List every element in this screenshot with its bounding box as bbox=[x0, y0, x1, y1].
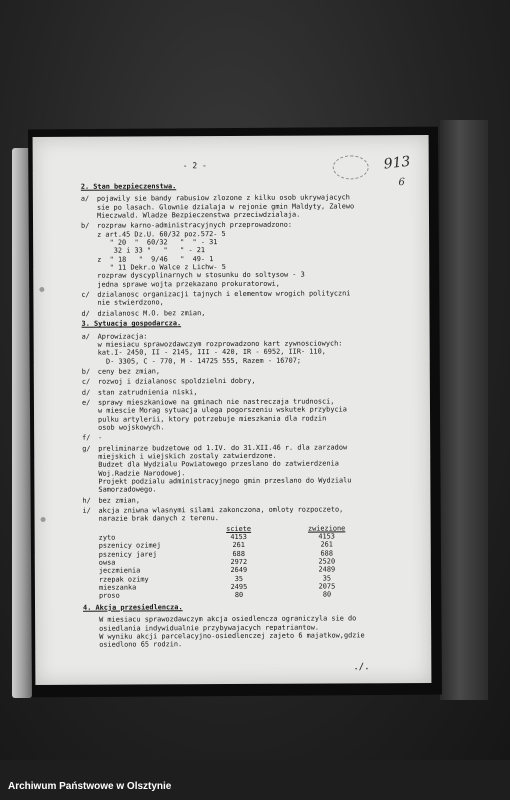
text-line: z art.45 Dz.U. 60/32 poz.572- 5 bbox=[97, 229, 226, 239]
item-text bbox=[99, 505, 425, 523]
text-line: " 11 Dekr.o Walce z Lichw- 5 bbox=[97, 263, 226, 272]
table-cell: rzepak ozimy bbox=[98, 575, 149, 584]
item-text bbox=[97, 308, 423, 318]
table-header: sciete bbox=[226, 524, 252, 533]
page-number: - 2 - bbox=[182, 161, 207, 171]
text-line: - bbox=[98, 433, 103, 442]
text-line: sie po lasach. Glownie dzialaja w rejonie gmin Maldyty, Zalewo bbox=[96, 202, 355, 212]
text-line: Mieczwald. Wladze Bezpieczenstwa przeciwdzialaja. bbox=[96, 210, 301, 220]
table-cell: owsa bbox=[98, 558, 116, 567]
item-text bbox=[98, 387, 424, 397]
closing-mark: ./. bbox=[353, 661, 370, 673]
text-line: dzialanosc organizacji tajnych i elementow wrogich polityczni bbox=[97, 289, 351, 299]
table-row bbox=[99, 591, 371, 601]
table-cell: 4153 bbox=[230, 532, 247, 542]
report-item bbox=[81, 289, 423, 307]
text-line: bez zmian, bbox=[98, 496, 140, 505]
text-line: pojawily sie bandy rabusiow zlozone z kilku osob ukrywajacych bbox=[96, 193, 350, 204]
binder-rail bbox=[440, 120, 488, 700]
section-heading: 4. Akcja przesiedlencza. bbox=[83, 603, 183, 612]
text-line: W miesiacu sprawozdawczym akcja osiedlencza ograniczyla sie do bbox=[99, 614, 357, 624]
item-label: b/ bbox=[81, 367, 91, 376]
item-label bbox=[83, 616, 99, 649]
item-text bbox=[98, 397, 424, 432]
archive-footer bbox=[0, 760, 510, 800]
table-cell: 2489 bbox=[318, 565, 336, 574]
table-cell: zyto bbox=[98, 533, 116, 542]
item-label: d/ bbox=[81, 388, 91, 397]
report-section bbox=[80, 177, 424, 318]
text-line: w miesiacu sprawozdawczym rozprowadzono kart zywnosciowych: bbox=[97, 339, 343, 349]
item-text bbox=[98, 443, 424, 495]
report-item bbox=[82, 443, 424, 495]
report-item bbox=[82, 330, 424, 365]
table-cell: 80 bbox=[234, 591, 244, 600]
harvest-table bbox=[99, 524, 371, 601]
section-heading: 3. Sytuacja gospodarcza. bbox=[81, 319, 182, 328]
table-cell: pszenicy jarej bbox=[98, 550, 157, 559]
table-cell: 261 bbox=[232, 541, 245, 550]
report-item bbox=[82, 366, 424, 376]
report-item bbox=[82, 376, 424, 386]
table-cell: proso bbox=[98, 592, 120, 601]
report-item bbox=[81, 308, 423, 318]
report-body bbox=[81, 179, 425, 651]
item-label: f/ bbox=[82, 434, 91, 443]
text-line: W wyniku akcji parcelacyjno-osiedlenczej zajeto 6 majatkow,gdzie bbox=[99, 631, 365, 641]
report-item bbox=[82, 397, 424, 432]
section-heading: 2. Stan bezpieczenstwa. bbox=[80, 182, 177, 191]
text-line: D- 3305, C - 770, M - 14725 555, Razem - 16707; bbox=[97, 356, 302, 366]
text-line: Budzet dla Wydzialu Powiatowego przeslano do zatwierdzenia bbox=[98, 459, 339, 470]
archive-name: Archiwum Państwowe w Olsztynie bbox=[8, 781, 172, 792]
table-cell: 80 bbox=[322, 590, 332, 599]
text-line: Samorzadowego. bbox=[98, 485, 157, 495]
item-label: b/ bbox=[81, 222, 90, 231]
table-cell: 2075 bbox=[318, 582, 336, 591]
text-line: osiedlania indywidualnie przybywajacych repatriantow. bbox=[99, 623, 320, 633]
table-cell: 2520 bbox=[318, 557, 336, 566]
item-text bbox=[98, 495, 424, 505]
typed-page bbox=[33, 135, 432, 685]
text-line: stan zatrudnienia niski, bbox=[97, 387, 198, 397]
punch-hole bbox=[39, 287, 44, 292]
table-header: zwiezione bbox=[307, 524, 346, 533]
text-line: Projekt podzialu administracyjnego gmin przeslano do Wydzialu bbox=[98, 476, 352, 486]
text-line: jedna sprawe wojta przekazano prokuratorowi, bbox=[97, 279, 280, 289]
item-label: a/ bbox=[80, 195, 90, 204]
text-line: narazie brak danych z terenu. bbox=[98, 514, 219, 524]
item-text bbox=[97, 220, 423, 288]
report-item bbox=[83, 505, 425, 523]
report-item bbox=[82, 432, 424, 442]
punch-hole bbox=[41, 517, 46, 522]
item-label: c/ bbox=[81, 377, 91, 387]
text-line: akcja zniwna wlasnymi silami zakonczona, omloty rozpoczeto, bbox=[98, 505, 344, 515]
text-line: rozpraw karno-administracyjnych przeprowadzono: bbox=[97, 221, 293, 231]
text-line: kat.I- 2450, II - 2145, III - 420, IR - 6952, IIR- 110, bbox=[97, 347, 326, 357]
text-line: z " 18 " 9/46 " 49- 1 bbox=[97, 254, 214, 264]
table-cell: 4153 bbox=[318, 532, 335, 541]
table-cell: 35 bbox=[322, 574, 332, 583]
report-item bbox=[83, 614, 425, 649]
table-cell: 688 bbox=[232, 549, 245, 558]
item-label: i/ bbox=[82, 506, 91, 515]
text-line: Woj.Radzie Narodowej. bbox=[98, 468, 186, 478]
item-label: d/ bbox=[81, 309, 90, 318]
item-text bbox=[98, 432, 424, 442]
item-text bbox=[97, 289, 423, 307]
table-cell: mieszanka bbox=[98, 583, 137, 592]
text-line: rozwoj i dzialanosc spoldzielni dobry, bbox=[97, 377, 256, 386]
report-item bbox=[81, 220, 423, 289]
text-line: nie stwierdzono, bbox=[97, 298, 164, 308]
item-label: c/ bbox=[81, 290, 90, 299]
table-cell: jeczmienia bbox=[98, 566, 141, 576]
archive-number: 913 bbox=[383, 153, 412, 173]
table-cell: 261 bbox=[320, 540, 333, 549]
report-section bbox=[82, 318, 425, 600]
table-cell: 688 bbox=[320, 549, 333, 558]
item-label: h/ bbox=[82, 496, 91, 505]
text-line: preliminarze budzetowe od 1.IV. do 31.XII.46 r. dla zarzadow bbox=[98, 443, 348, 453]
text-line: Aprowizacja: bbox=[97, 331, 148, 341]
report-item bbox=[81, 193, 423, 220]
text-line: 32 i 33 " " " - 21 bbox=[97, 246, 206, 256]
item-label: e/ bbox=[81, 398, 91, 407]
margin-mark: 6 bbox=[398, 177, 405, 189]
text-line: dzialanosc M.O. bez zmian, bbox=[97, 308, 206, 318]
text-line: miejskich i wiejskich zostaly zatwierdzone. bbox=[98, 451, 277, 461]
report-item bbox=[82, 387, 424, 397]
faded-stamp bbox=[333, 155, 369, 179]
table-cell: 2649 bbox=[230, 566, 248, 575]
item-text bbox=[97, 193, 423, 220]
report-section bbox=[83, 602, 425, 650]
table-cell: 35 bbox=[234, 574, 244, 583]
table-cell: 2972 bbox=[230, 558, 248, 567]
text-line: ceny bez zmian, bbox=[97, 367, 161, 376]
item-label: g/ bbox=[82, 444, 91, 453]
item-text bbox=[98, 376, 424, 386]
text-line: pulku artylerii, ktory potrzebuje mieszkania dla rodzin bbox=[98, 414, 327, 424]
table-cell: pszenicy ozimej bbox=[98, 541, 161, 551]
table-cell: 2495 bbox=[230, 583, 248, 592]
text-line: osob wojskowych. bbox=[98, 423, 165, 432]
text-line: sprawy mieszkaniowe na gminach nie nastreczaja trudnosci, bbox=[97, 397, 335, 407]
text-line: rozpraw dyscyplinarnych w stosunku do soltysow - 3 bbox=[97, 271, 305, 281]
item-text bbox=[98, 366, 424, 376]
text-line: w miescie Morag sytuacja ulega pogorszeniu wskutek przybycia bbox=[97, 405, 347, 415]
item-text bbox=[98, 330, 424, 365]
item-label: a/ bbox=[81, 332, 90, 341]
text-line: osiedlono 65 rodzin. bbox=[99, 640, 183, 649]
item-text bbox=[99, 614, 425, 649]
report-item bbox=[82, 495, 424, 505]
text-line: " 20 " 60/32 " " - 31 bbox=[97, 238, 218, 247]
